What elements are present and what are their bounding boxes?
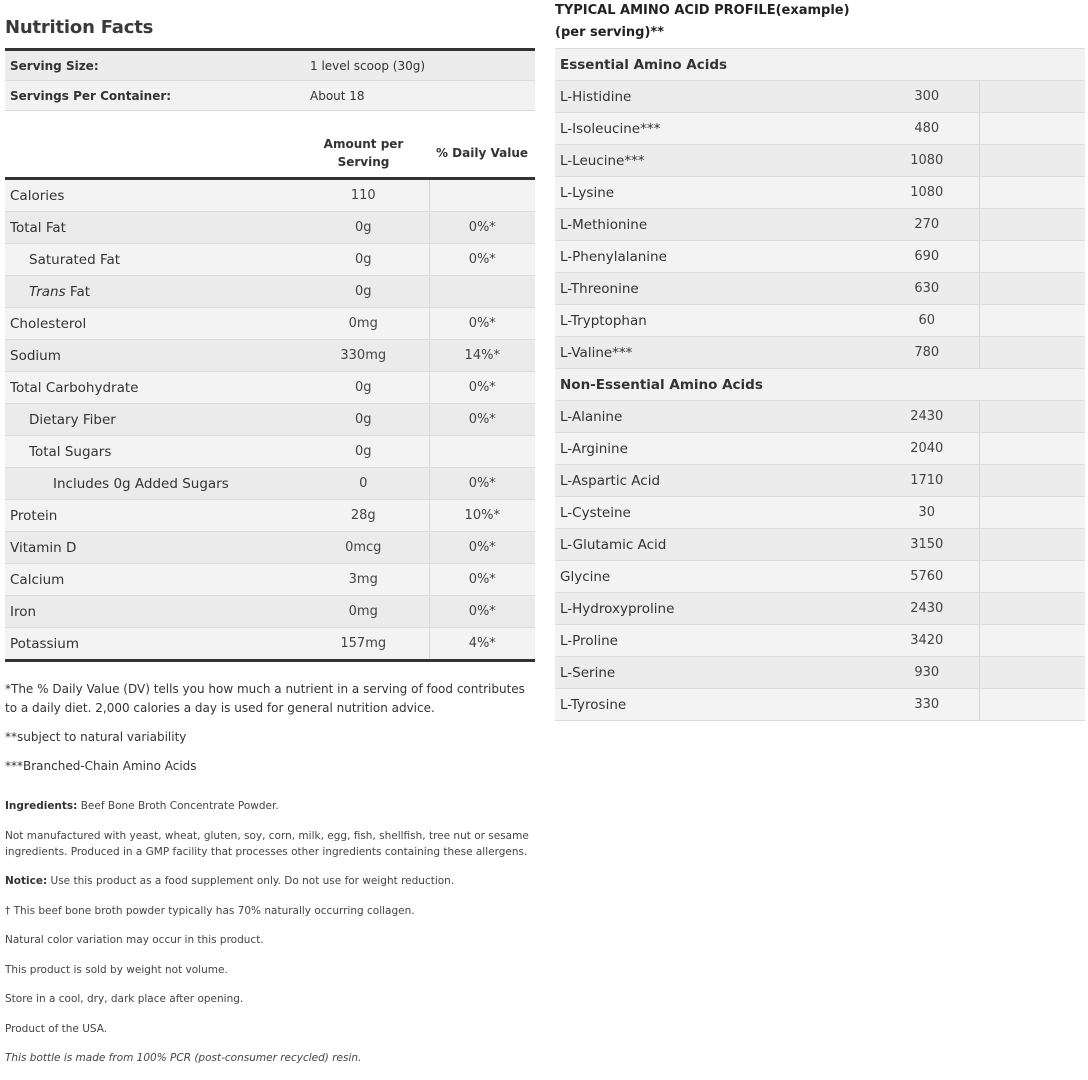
amino-acid-value: 1080: [875, 145, 979, 177]
amino-acid-name: L-Tryptophan: [555, 305, 875, 337]
amino-acid-name: L-Phenylalanine: [555, 241, 875, 273]
amino-acid-row: [555, 529, 1085, 561]
nutrient-name: [5, 628, 298, 661]
amino-title-line1: TYPICAL AMINO ACID PROFILE(example): [555, 3, 850, 18]
ingredients-text: Beef Bone Broth Concentrate Powder.: [77, 800, 279, 812]
origin-note: Product of the USA.: [5, 1022, 108, 1035]
bottle-note: This bottle is made from 100% PCR (post-consumer recycled) resin.: [5, 1052, 362, 1064]
allergen-statement: Not manufactured with yeast, wheat, gluten, soy, corn, milk, egg, fish, shellfish, tree nut or sesame ingredients. Produced in a GMP facility that processes other ingredients containing these allergens.: [5, 829, 529, 858]
nutrient-row: [5, 244, 535, 276]
notice: [5, 873, 535, 889]
nutrient-daily-value: 0%*: [429, 404, 535, 436]
amino-acid-extra-cell: [979, 433, 1085, 465]
nutrient-amount: 0g: [298, 276, 429, 308]
amino-acid-row: [555, 241, 1085, 273]
amino-acid-row: [555, 689, 1085, 721]
nutrients-header-row: [5, 127, 535, 179]
amino-acid-value: 480: [875, 113, 979, 145]
amino-acid-name: L-Valine***: [555, 337, 875, 369]
footnote-variability: **subject to natural variability: [5, 730, 187, 744]
amino-acid-extra-cell: [979, 657, 1085, 689]
nutrient-row: [5, 212, 535, 244]
nutrition-column: [5, 0, 535, 1080]
notice-label: Notice:: [5, 875, 48, 887]
amino-title-line2: (per serving)**: [555, 25, 664, 40]
amino-acid-extra-cell: [979, 625, 1085, 657]
amino-acid-row: [555, 305, 1085, 337]
amino-section-row: [555, 369, 1085, 401]
servings-per-container-row: [5, 81, 535, 111]
nutrient-name-text: Total Carbohydrate: [10, 379, 139, 396]
nutrient-row: [5, 436, 535, 468]
nutrient-name-text: Iron: [10, 603, 37, 620]
amino-acid-extra-cell: [979, 465, 1085, 497]
product-fineprint: [5, 798, 535, 1066]
amino-acid-row: [555, 273, 1085, 305]
amino-acid-extra-cell: [979, 337, 1085, 369]
amino-acid-value: 330: [875, 689, 979, 721]
nutrient-daily-value: 4%*: [429, 628, 535, 661]
amino-acid-row: [555, 145, 1085, 177]
amino-acid-name: L-Lysine: [555, 177, 875, 209]
weight-note: This product is sold by weight not volume.: [5, 963, 228, 976]
amino-acid-name: L-Proline: [555, 625, 875, 657]
amino-acid-row: [555, 465, 1085, 497]
footnotes: [5, 680, 535, 776]
color-variation-note: Natural color variation may occur in this product.: [5, 934, 264, 946]
amino-acid-value: 3420: [875, 625, 979, 657]
nutrient-name: [5, 372, 298, 404]
nutrient-name-text: Sodium: [10, 347, 61, 364]
amino-acid-value: 5760: [875, 561, 979, 593]
amino-acid-row: [555, 401, 1085, 433]
nutrient-name-italic: Trans: [29, 283, 66, 300]
amino-acid-extra-cell: [979, 529, 1085, 561]
amino-acid-row: [555, 177, 1085, 209]
nutrient-name: [5, 340, 298, 372]
nutrient-row: [5, 628, 535, 661]
amino-acid-name: L-Isoleucine***: [555, 113, 875, 145]
nutrient-amount: 0mg: [298, 596, 429, 628]
amino-acid-row: [555, 81, 1085, 113]
nutrient-name: [5, 276, 298, 308]
amino-acid-value: 270: [875, 209, 979, 241]
nutrient-amount: 0: [298, 468, 429, 500]
amino-acid-value: 30: [875, 497, 979, 529]
amino-acid-name: L-Arginine: [555, 433, 875, 465]
nutrient-daily-value: 0%*: [429, 372, 535, 404]
nutrient-amount: 0g: [298, 404, 429, 436]
nutrient-name-text: Vitamin D: [10, 539, 77, 556]
amino-acid-extra-cell: [979, 561, 1085, 593]
ingredients: [5, 798, 535, 814]
nutrient-row: [5, 340, 535, 372]
amino-acid-name: L-Cysteine: [555, 497, 875, 529]
amino-acid-value: 2430: [875, 593, 979, 625]
amino-acid-value: 60: [875, 305, 979, 337]
amount-header-line2: Serving: [337, 155, 390, 169]
nutrient-name-text: Dietary Fiber: [29, 411, 116, 428]
nutrient-name: [5, 436, 298, 468]
amino-acid-row: [555, 433, 1085, 465]
nutrient-amount: 0mcg: [298, 532, 429, 564]
amino-acid-value: 2430: [875, 401, 979, 433]
amino-acid-extra-cell: [979, 177, 1085, 209]
amino-section-title: Non-Essential Amino Acids: [555, 369, 1085, 401]
amino-acid-name: L-Alanine: [555, 401, 875, 433]
nutrient-rows: [5, 179, 535, 661]
amino-acid-name: L-Glutamic Acid: [555, 529, 875, 561]
collagen-note: † This beef bone broth powder typically has 70% naturally occurring collagen.: [5, 904, 415, 917]
ingredients-label: Ingredients:: [5, 800, 78, 812]
nutrient-name-text: Total Fat: [10, 219, 66, 236]
nutrient-amount: 0g: [298, 372, 429, 404]
nutrient-name-text: Protein: [10, 507, 58, 524]
nutrient-daily-value: 0%*: [429, 564, 535, 596]
amino-acid-extra-cell: [979, 209, 1085, 241]
nutrient-amount: 0g: [298, 212, 429, 244]
nutrient-daily-value: [429, 179, 535, 212]
amino-acid-value: 630: [875, 273, 979, 305]
nutrient-amount: 157mg: [298, 628, 429, 661]
nutrient-name-text: Calories: [10, 187, 65, 204]
amino-acid-row: [555, 657, 1085, 689]
nutrient-daily-value: 0%*: [429, 596, 535, 628]
nutrient-daily-value: 10%*: [429, 500, 535, 532]
amino-acid-extra-cell: [979, 401, 1085, 433]
nutrient-name: [5, 244, 298, 276]
nutrient-amount: 330mg: [298, 340, 429, 372]
nutrient-name-text: Potassium: [10, 635, 80, 652]
nutrient-name: [5, 212, 298, 244]
amino-section-title: Essential Amino Acids: [555, 49, 1085, 81]
nutrient-amount: 0mg: [298, 308, 429, 340]
nutrient-daily-value: 14%*: [429, 340, 535, 372]
serving-size-value: 1 level scoop (30g): [305, 50, 535, 81]
nutrient-name: [5, 500, 298, 532]
nutrient-daily-value: 0%*: [429, 532, 535, 564]
amino-acid-value: 930: [875, 657, 979, 689]
nutrient-row: [5, 276, 535, 308]
nutrient-amount: 110: [298, 179, 429, 212]
amino-acid-row: [555, 625, 1085, 657]
nutrient-name: [5, 596, 298, 628]
nutrient-name: [5, 404, 298, 436]
serving-size-row: [5, 50, 535, 81]
nutrient-row: [5, 404, 535, 436]
nutrient-row: [5, 468, 535, 500]
nutrient-amount: 0g: [298, 436, 429, 468]
amino-acid-value: 1710: [875, 465, 979, 497]
nutrient-name-text: Fat: [65, 283, 91, 300]
amino-acid-table: [555, 48, 1085, 721]
amino-acid-row: [555, 209, 1085, 241]
nutrients-table: [5, 127, 535, 662]
amino-acid-name: L-Histidine: [555, 81, 875, 113]
nutrient-name-text: Includes 0g Added Sugars: [53, 475, 229, 492]
amino-acid-value: 780: [875, 337, 979, 369]
nutrient-daily-value: 0%*: [429, 468, 535, 500]
amino-acid-value: 690: [875, 241, 979, 273]
nutrient-name: [5, 564, 298, 596]
nutrient-amount: 28g: [298, 500, 429, 532]
amino-acid-name: Glycine: [555, 561, 875, 593]
nutrient-name: [5, 468, 298, 500]
nutrient-daily-value: 0%*: [429, 308, 535, 340]
nutrient-name-text: Total Sugars: [29, 443, 112, 460]
nutrient-row: [5, 179, 535, 212]
amino-acid-extra-cell: [979, 113, 1085, 145]
amino-acid-extra-cell: [979, 497, 1085, 529]
nutrient-amount: 3mg: [298, 564, 429, 596]
amount-column-header: [298, 127, 429, 179]
amino-acid-row: [555, 337, 1085, 369]
amino-acid-value: 300: [875, 81, 979, 113]
daily-value-column-header: % Daily Value: [429, 127, 535, 179]
nutrient-daily-value: 0%*: [429, 244, 535, 276]
nutrient-name-text: Calcium: [10, 571, 65, 588]
nutrient-row: [5, 596, 535, 628]
nutrient-name: [5, 532, 298, 564]
amino-acid-name: L-Aspartic Acid: [555, 465, 875, 497]
amino-acid-name: L-Threonine: [555, 273, 875, 305]
amino-acid-name: L-Leucine***: [555, 145, 875, 177]
amino-acid-column: [555, 0, 1085, 721]
servings-per-container-label: Servings Per Container:: [5, 81, 305, 111]
nutrient-daily-value: [429, 276, 535, 308]
nutrition-facts-title: Nutrition Facts: [5, 17, 154, 38]
amino-acid-row: [555, 113, 1085, 145]
nutrient-name: [5, 179, 298, 212]
serving-info-table: [5, 48, 535, 111]
amino-acid-row: [555, 497, 1085, 529]
footnote-bcaa: ***Branched-Chain Amino Acids: [5, 759, 197, 773]
serving-size-label: Serving Size:: [5, 50, 305, 81]
amount-header-line1: Amount per: [323, 137, 404, 151]
amino-acid-value: 2040: [875, 433, 979, 465]
nutrient-amount: 0g: [298, 244, 429, 276]
nutrient-row: [5, 500, 535, 532]
nutrient-name-text: Saturated Fat: [29, 251, 121, 268]
amino-acid-extra-cell: [979, 593, 1085, 625]
footnote-daily-value: *The % Daily Value (DV) tells you how much a nutrient in a serving of food contributes to a daily diet. 2,000 calories a day is used for general nutrition advice.: [5, 682, 525, 715]
amino-acid-extra-cell: [979, 145, 1085, 177]
nutrient-row: [5, 532, 535, 564]
nutrient-daily-value: 0%*: [429, 212, 535, 244]
notice-text: Use this product as a food supplement only. Do not use for weight reduction.: [47, 875, 455, 887]
nutrient-row: [5, 372, 535, 404]
amino-rows: [555, 49, 1085, 721]
nutrient-daily-value: [429, 436, 535, 468]
amino-acid-name: L-Methionine: [555, 209, 875, 241]
amino-acid-name: L-Serine: [555, 657, 875, 689]
storage-note: Store in a cool, dry, dark place after opening.: [5, 993, 244, 1005]
amino-acid-title: [555, 0, 1085, 44]
amino-section-row: [555, 49, 1085, 81]
amino-acid-row: [555, 593, 1085, 625]
amino-acid-value: 1080: [875, 177, 979, 209]
nutrient-row: [5, 564, 535, 596]
nutrient-name: [5, 308, 298, 340]
amino-acid-name: L-Tyrosine: [555, 689, 875, 721]
nutrient-column-header: [5, 127, 298, 179]
amino-acid-value: 3150: [875, 529, 979, 561]
servings-per-container-value: About 18: [305, 81, 535, 111]
amino-acid-extra-cell: [979, 689, 1085, 721]
amino-acid-extra-cell: [979, 273, 1085, 305]
amino-acid-extra-cell: [979, 241, 1085, 273]
nutrient-row: [5, 308, 535, 340]
amino-acid-row: [555, 561, 1085, 593]
amino-acid-extra-cell: [979, 305, 1085, 337]
amino-acid-extra-cell: [979, 81, 1085, 113]
nutrient-name-text: Cholesterol: [10, 315, 87, 332]
amino-acid-name: L-Hydroxyproline: [555, 593, 875, 625]
